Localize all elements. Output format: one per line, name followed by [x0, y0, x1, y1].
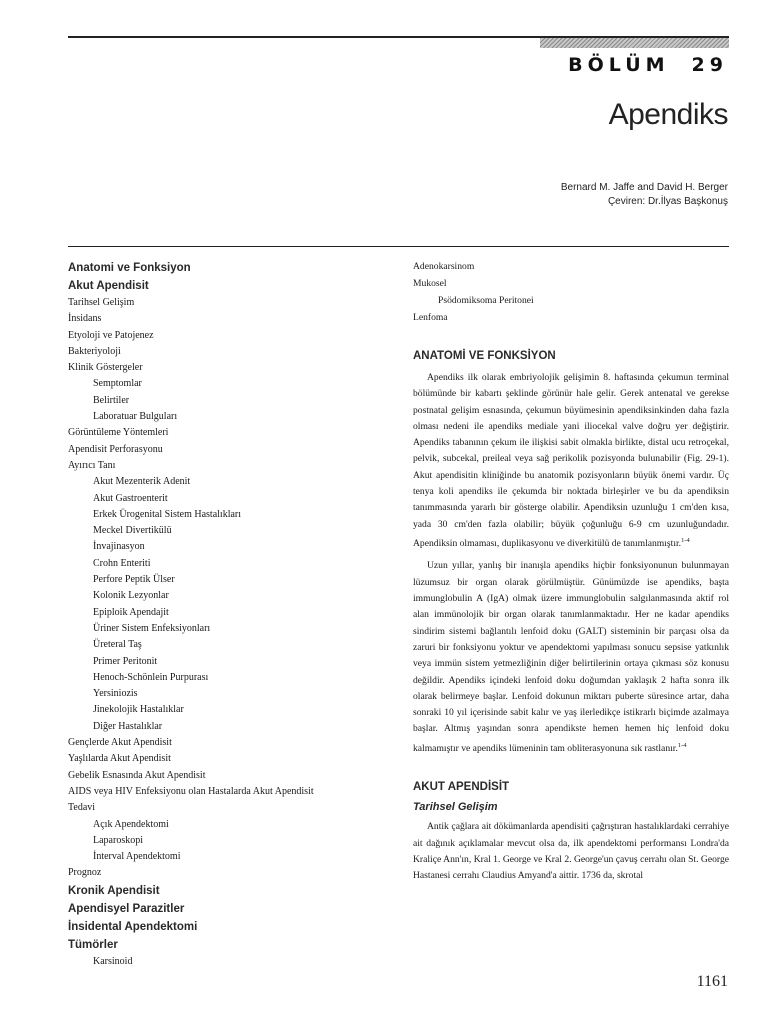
toc-item: Etyoloji ve Patojenez [68, 329, 154, 341]
toc-item: Mukosel [413, 278, 447, 289]
section-heading-anatomy: ANATOMİ VE FONKSİYON [413, 350, 556, 362]
toc-item: Psödomiksoma Peritonei [438, 295, 534, 306]
toc-item: Tedavi [68, 802, 96, 814]
toc-item: İnvajinasyon [93, 541, 145, 553]
toc-item: Bakteriyoloji [68, 345, 121, 357]
toc-item: İnterval Apendektomi [93, 851, 181, 863]
toc-heading: Kronik Apendisit [68, 884, 160, 897]
toc-item: Gençlerde Akut Apendisit [68, 737, 172, 749]
toc-item: Prognoz [68, 867, 102, 879]
toc-item: Jinekolojik Hastalıklar [93, 704, 184, 716]
toc-item: Apendisit Perforasyonu [68, 443, 163, 455]
paragraph-anatomy-1: Apendiks ilk olarak embriyolojik gelişimin 8. haftasında çekumun terminal bölümünde bir kabartı şeklinde görünür hale gelir. Gerek antenatal ve gerekse postnatal gelişim esnasında, çekumun büyümesinin apendiksinkinden daha fazla olması nedeni ile apendiks mediale yani iliocekal valve doğru yer değiştirir. Apendiks tabanının çekum ile ilişkisi sabit olmakla birlikte, distal ucu retroçekal, pelvik, subcekal, preileal veya sağ perikolik pozisyonda bulunabilir (Fig. 29-1). Akut apendisitin kliniğinde bu anatomik pozisyonların büyük önemi vardır. Üç tenya koli apendiks ile çekumda bir noktada birleşirler ve bu da apendiksin tanımmasında yararlı bir gösterge olabilir. Apendiksin uzunluğu 1 cm'den kısa, yada 30 cm'den fazla olabilir; büyük çoğunluğu 6-9 cm uzunluğundadır. Apendiksin olmaması, duplikasyonu ve diverkitülü de tanımlanmıştır.$^{1-4}$ [413, 372, 729, 550]
toc-heading: Anatomi ve Fonksiyon [68, 262, 191, 274]
toc-item: Tarihsel Gelişim [68, 297, 135, 308]
toc-item: Perfore Peptik Ülser [93, 574, 175, 586]
toc-item: Üreteral Taş [93, 639, 142, 651]
reference: 1-4 [681, 536, 690, 544]
subsection-heading-history: Tarihsel Gelişim [413, 801, 498, 814]
reference: 1-4 [677, 741, 687, 749]
chapter-number: 29 [691, 54, 728, 76]
toc-item: Adenokarsinom [413, 261, 475, 272]
section-heading-acute-appendicitis: AKUT APENDİSİT [413, 781, 510, 794]
toc-item: Semptomlar [93, 378, 142, 390]
toc-item: Ayırıcı Tanı [68, 459, 116, 471]
chapter-title: Apendiks [608, 98, 728, 131]
toc-item: Üriner Sistem Enfeksiyonları [93, 622, 211, 634]
toc-item: Diğer Hastalıklar [93, 720, 163, 732]
toc-item: Henoch-Schönlein Purpurası [93, 671, 209, 683]
toc-item: Karsinoid [93, 955, 133, 967]
toc-heading: Akut Apendisit [68, 280, 149, 292]
toc-item: Akut Gastroenterit [93, 492, 168, 504]
toc-item: Klinik Göstergeler [68, 362, 143, 374]
toc-item: Belirtiler [93, 394, 130, 406]
toc-item: Epiploik Apendajit [93, 606, 169, 618]
toc-item: İnsidans [68, 313, 102, 325]
table-of-contents [68, 259, 398, 970]
toc-item: Lenfoma [413, 312, 448, 323]
toc-heading: İnsidental Apendektomi [68, 920, 198, 933]
right-column [413, 258, 729, 890]
toc-item: AIDS veya HIV Enfeksiyonu olan Hastalarda Akut Apendisit [68, 785, 314, 797]
chapter-label [568, 54, 728, 76]
toc-item: Meckel Divertikülü [93, 525, 172, 537]
toc-heading: Apendisyel Parazitler [68, 902, 185, 915]
toc-heading: Tümörler [68, 938, 118, 951]
page-number: 1161 [696, 973, 728, 990]
toc-item: Laparoskopi [93, 834, 143, 846]
table-of-contents-continued [413, 258, 729, 326]
toc-item: Erkek Ürogenital Sistem Hastalıkları [93, 508, 242, 520]
chapter-hatch-band [540, 38, 729, 48]
paragraph-anatomy-2: Uzun yıllar, yanlış bir inanışla apendiks hiçbir fonksiyonunun bulunmayan lüzumsuz bir organ olarak görülmüştür. Günümüzde ise apendiks, başta immunglobulin A (IgA) olmak üzere immunglobulin salgılanmasında aktif rol alan immünolojik bir organ olarak tanımlanmaktadır. Her ne kadar apendiks sindirim sistemi bağlantılı lenfoid doku (GALT) sisteminin bir parçası olsa da zaruri bir fonksiyonu yoktur ve apendektomi yapılması sonucu sepsise yatkınlık veya immün sistem yetmezliğinin diğer belirtilerinin ortaya çıkması söz konusu değildir. Apendiks içindeki lenfoid doku doğumdan yaklaşık 2 hafta sonra ilk olarak belirmeye başlar. Lenfoid dokunun miktarı puberte süresince artar, daha sonraki 10 yıl içerisinde sabit kalır ve yaş ilerledikçe istikrarlı biçimde azalmaya başlar. Altmış yaşından sonra apendikste hemen hemen hiç lenfoid doku kalmamıştır ve apendiks lümeninin tam obliterasyonuna sık rastlanır.$^{1-4}$ [413, 560, 729, 754]
toc-item: Crohn Enteriti [93, 557, 151, 569]
authors: Bernard M. Jaffe and David H. Berger [560, 182, 728, 193]
toc-item: Kolonik Lezyonlar [93, 590, 169, 602]
toc-item: Akut Mezenterik Adenit [93, 476, 191, 488]
translator: Çeviren: Dr.İlyas Başkonuş [607, 196, 728, 207]
toc-item: Açık Apendektomi [93, 818, 169, 830]
toc-item: Yersiniozis [93, 688, 138, 700]
toc-item: Görüntüleme Yöntemleri [68, 427, 169, 439]
toc-item: Gebelik Esnasında Akut Apendisit [68, 769, 206, 781]
header-divider [68, 246, 729, 247]
toc-item: Yaşlılarda Akut Apendisit [68, 753, 171, 765]
paragraph-history-1: Antik çağlara ait dökümanlarda apendisiti çağrıştıran hastalıklardaki cerrahiye ait dağınık açıklamalar mevcut olsa da, ilk apendektomi performansı Londra'da Kraliçe Ann'ın, Kral 1. George ve Kral 2. George'un çavuş cerrahı olan St. George Hastanesi cerrahı Claudius Amyand'a aittir. 1736 da, skrotal [413, 821, 729, 882]
toc-item: Primer Peritonit [93, 655, 158, 667]
authors-block [561, 181, 728, 209]
chapter-word: BÖLÜM [568, 54, 670, 76]
toc-item: Laboratuar Bulguları [93, 411, 178, 423]
